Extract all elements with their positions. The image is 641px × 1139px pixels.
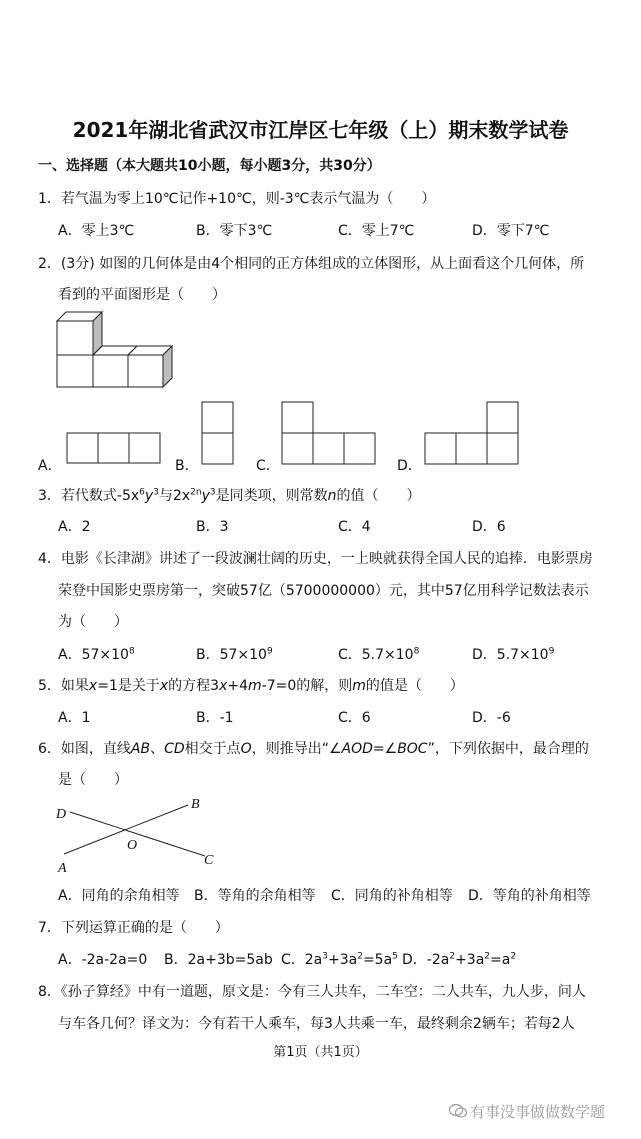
q1-option-b: B．零下3℃ [196,223,273,239]
q2-option-a-figure [66,432,162,464]
q1-option-a: A．零上3℃ [58,223,135,239]
question-7-stem: 7．下列运算正确的是（ ） [38,920,229,936]
q4-option-d: D．$5.7\times 10^9$ [472,646,555,663]
question-5-stem: 5．如果x=1是关于x的方程3x+4m-7=0的解，则m的值是（ ） [38,678,464,694]
q4-option-a: A．$57\times 10^8$ [58,646,135,663]
q5-option-a: A．1 [58,710,91,726]
q1-option-d: D．零下7℃ [472,223,550,239]
q3-option-c: C．4 [338,519,371,535]
q5-option-b: B．-1 [196,710,234,726]
question-6-line1: 6．如图，直线AB、CD相交于点O，则推导出“∠AOD=∠BOC”，下列依据中，最合理的 [38,741,589,757]
q6-label-a: A [58,861,67,876]
q4-option-c: C．$5.7\times 10^8$ [338,646,420,663]
q3-option-b: B．3 [196,519,229,535]
q2-option-c-figure [281,401,377,465]
q3-option-a: A．2 [58,519,91,535]
q6-label-c: C [204,853,214,868]
q7-option-a: A．-2a-2a=0 [58,952,148,968]
page-title: 2021年湖北省武汉市江岸区七年级（上）期末数学试卷 [72,118,569,142]
question-8-line2: 与车各几何？译文为：今有若干人乘车，每3人共乘一车，最终剩余2辆车；若每2人 [58,1016,575,1032]
q6-intersecting-lines-figure [52,796,232,876]
q6-label-d: D [56,807,67,822]
question-6-line2: 是（ ） [58,772,128,788]
q6-option-d: D．等角的补角相等 [468,888,591,904]
question-2-stem-line1: 2．(3分) 如图的几何体是由4个相同的正方体组成的立体图形，从上面看这个几何体，所 [38,256,585,272]
watermark-text: 有事没事做做数学题 [470,1103,606,1121]
q2-option-b-figure [201,401,235,465]
q2-solid-figure [52,309,182,391]
q6-label-o: O [127,838,138,853]
section-heading: 一、选择题（本大题共10小题，每小题3分，共30分） [38,158,381,174]
question-3-stem: 3．若代数式$-5x^6y^3$与$2x^{2n}y^3$是同类项，则常数n的值（ ） [38,487,421,504]
question-1-stem: 1．若气温为零上10℃记作+10℃，则-3℃表示气温为（ ） [38,191,436,207]
q5-option-c: C．6 [338,710,371,726]
q6-label-b: B [191,797,200,812]
q2-option-c-label: C． [256,458,280,474]
q4-option-b: B．$57\times 10^9$ [196,646,273,663]
q7-option-c: C．$2a^3+3a^2=5a^5$ [281,951,398,968]
question-4-line2: 荣登中国影史票房第一，突破57亿（5700000000）元，其中57亿用科学记数法表示 [58,583,589,599]
q7-option-d: D．$-2a^2+3a^2=a^2$ [402,951,517,968]
q2-option-d-figure [424,401,520,465]
q7-option-b: B．2a+3b=5ab [164,952,273,968]
q5-option-d: D．-6 [472,710,511,726]
q2-option-b-label: B． [175,458,199,474]
q6-option-c: C．同角的补角相等 [331,888,453,904]
q6-option-b: B．等角的余角相等 [194,888,316,904]
wechat-icon [448,1103,468,1119]
question-2-stem-line2: 看到的平面图形是（ ） [58,287,226,303]
q1-option-c: C．零上7℃ [338,223,415,239]
question-8-line1: 8．《孙子算经》中有一道题，原文是：今有三人共车，二车空：二人共车，九人步，问人 [38,984,586,1000]
q3-option-d: D．6 [472,519,506,535]
question-4-line3: 为（ ） [58,614,128,630]
q2-option-d-label: D． [397,458,422,474]
question-4-line1: 4．电影《长津湖》讲述了一段波澜壮阔的历史，一上映就获得全国人民的追捧．电影票房 [38,551,593,567]
q6-option-a: A．同角的余角相等 [58,888,180,904]
q2-option-a-label: A． [38,458,62,474]
page-footer: 第1页（共1页） [273,1045,368,1060]
